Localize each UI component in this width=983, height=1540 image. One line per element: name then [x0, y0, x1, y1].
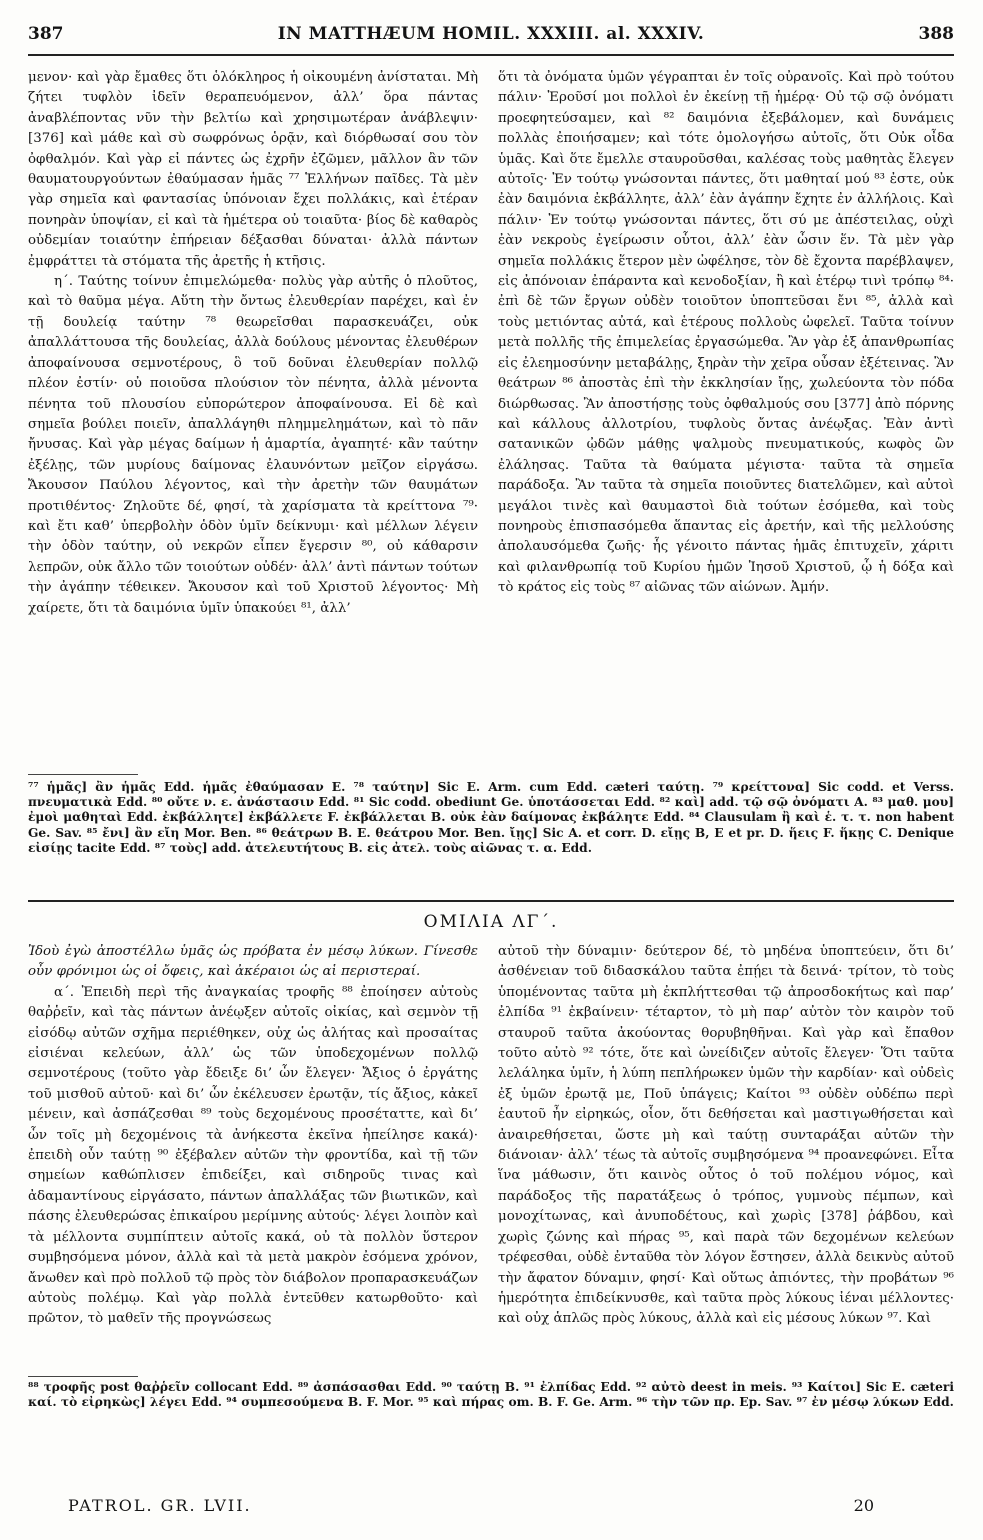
footnote-rule [28, 1376, 138, 1377]
paragraph: ὅτι τὰ ὀνόματα ὑμῶν γέγραπται ἐν τοῖς οὐρανοῖς. Καὶ πρὸ τούτου πάλιν· Ἐροῦσί μοι πολλοὶ ἐν ἐκείνῃ τῇ ἡμέρᾳ· Οὐ τῷ σῷ ὀνόματι προεφητεύσαμεν, καὶ ⁸² δαιμόνια ἐξεβάλομεν, καὶ δυνάμεις πολλὰς ἐποιήσαμεν; καὶ τότε ὁμολογήσω αὐτοῖς, ὅτι Οὐκ οἶδα ὑμᾶς. Καὶ ὅτε ἔμελλε σταυροῦσθαι, καλέσας τοὺς μαθητὰς ἔλεγεν αὐτοῖς· Ἐν τούτῳ γνώσονται πάντες, ὅτι μαθηταί μού ⁸³ ἐστε, οὐκ ἐὰν δαιμόνια ἐκβάλλητε, ἀλλ’ ἐὰν ἀγάπην ἔχητε ἐν ἀλλήλοις. Καὶ πάλιν· Ἐν τούτῳ γνώσονται πάντες, ὅτι σύ με ἀπέστειλας, οὐχὶ ἐὰν νεκροὺς ἐγείρωσιν οὗτοι, ἀλλ’ ἐὰν ὦσιν ἕν. Τὰ μὲν γὰρ σημεῖα πολλάκις ἕτερον μὲν ὠφέλησε, τὸν δὲ ἔχοντα παρέβλαψεν, εἰς ἀπόνοιαν ἐπάραντα καὶ κενοδοξίαν, ἢ καὶ ἑτέρῳ τινὶ τρόπῳ ⁸⁴· ἐπὶ δὲ τῶν ἔργων οὐδὲν τοιοῦτον ὑποπτεῦσαι ἔνι ⁸⁵, ἀλλὰ καὶ τοὺς μετιόντας αὐτά, καὶ ἑτέρους πολλοὺς ὠφελεῖ. Ταῦτα τοίνυν μετὰ πολλῆς τῆς ἐπιμελείας ἐργασώμεθα. Ἂν γὰρ ἐξ ἀπανθρωπίας εἰς ἐλεημοσύνην μεταβάλῃς, ξηρὰν τὴν χεῖρα οὖσαν ἐξέτεινας. Ἂν θεάτρων ⁸⁶ ἀποστὰς ἐπὶ τὴν ἐκκλησίαν ἴῃς, χωλεύοντα τὸν πόδα διώρθωσας. Ἂν ἀποστήσῃς τοὺς ὀφθαλμούς σου [377] ἀπὸ πόρνης καὶ κάλλους ἀλλοτρίου, τυφλοὺς ὄντας ἀνέῳξας. Ἐὰν ἀντὶ σατανικῶν ᾠδῶν μάθῃς ψαλμοὺς πνευματικούς, κωφὸς ὢν ἐλάλησας. Ταῦτα τὰ θαύματα μέγιστα· ταῦτα τὰ σημεῖα παράδοξα. Ἂν ταῦτα τὰ σημεῖα ποιοῦντες διατελῶμεν, καὶ αὐτοὶ μεγάλοι τινὲς καὶ θαυμαστοὶ διὰ τούτων ἐσόμεθα, καὶ τοὺς πονηροὺς ἐπισπασόμεθα ἅπαντας εἰς ἀρετήν, καὶ τῆς μελλούσης ἀπολαυσόμεθα ζωῆς· ἧς γένοιτο πάντας ἡμᾶς ἐπιτυχεῖν, χάριτι καὶ φιλανθρωπίᾳ τοῦ Κυρίου ἡμῶν Ἰησοῦ Χριστοῦ, ᾧ ἡ δόξα καὶ τὸ κράτος εἰς τοὺς ⁸⁷ αἰῶνας τῶν αἰώνων. Ἀμήν. [498, 70, 954, 596]
page-footer [28, 1490, 954, 1520]
paragraph: η΄. Ταύτης τοίνυν ἐπιμελώμεθα· πολὺς γὰρ αὐτῆς ὁ πλοῦτος, καὶ τὸ θαῦμα μέγα. Αὕτη τὴν ὄντως ἐλευθερίαν παρέχει, καὶ ἐν τῇ δουλείᾳ ταύτην ⁷⁸ θεωρεῖσθαι παρασκευάζει, οὐκ ἀπαλλάττουσα τῆς δουλείας, ἀλλὰ δούλους μένοντας ἐλευθέρων ἀποφαίνουσα σεμνοτέρους, ὃ τοῦ δοῦναι ἐλευθερίαν πολλῷ πλέον ἐστίν· οὐ ποιοῦσα πλούσιον τὸν πένητα, ἀλλὰ μένοντα πένητα τοῦ πλουσίου εὐπορώτερον ἀποφαίνουσα. Εἰ δὲ καὶ σημεῖα βούλει ποιεῖν, ἀπαλλάγηθι πλημμελημάτων, καὶ τὸ πᾶν ἤνυσας. Καὶ γὰρ μέγας δαίμων ἡ ἁμαρτία, ἀγαπητέ· κἂν ταύτην ἐξέλῃς, τῶν μυρίους δαίμονας ἐλαυνόντων μεῖζον εἰργάσω. Ἄκουσον Παύλου λέγοντος, καὶ τὴν ἀρετὴν τῶν θαυμάτων προτιθέντος· Ζηλοῦτε δέ, φησί, τὰ χαρίσματα τὰ κρείττονα ⁷⁹· καὶ ἔτι καθ’ ὑπερβολὴν ὁδὸν ὑμῖν δείκνυμι· καὶ μέλλων λέγειν τὴν ὁδὸν ταύτην, οὐ νεκρῶν εἶπεν ἔγερσιν ⁸⁰, οὐ κάθαρσιν λεπρῶν, οὐκ ἄλλο τῶν τοιούτων οὐδέν· ἀλλ’ ἀντὶ πάντων τούτων τὴν ἀγάπην τέθεικεν. Ἄκουσον καὶ τοῦ Χριστοῦ λέγοντος· Μὴ χαίρετε, ὅτι τὰ δαιμόνια ὑμῖν ὑπακούει ⁸¹, ἀλλ’ [28, 274, 478, 616]
page-number-left: 387 [28, 24, 64, 44]
homily-title: ΟΜΙΛΙΑ ΛΓ΄. [423, 912, 559, 932]
running-header [28, 10, 954, 56]
section-one [28, 68, 954, 768]
column-left [28, 942, 478, 1372]
footnotes-text: ⁷⁷ ἡμᾶς] ἂν ἡμᾶς Edd. ἡμᾶς ἐθαύμασαν E. ⁷⁸ ταύτην] Sic E. Arm. cum Edd. cæteri ταύτῃ. ⁷⁹ κρείττονα] Sic codd. et Verss. πνευματικὰ Edd. ⁸⁰ οὔτε ν. ε. ἀνάστασιν Edd. ⁸¹ Sic codd. obediunt Ge. ὑποτάσσεται Edd. ⁸² καὶ] add. τῷ σῷ ὀνόματι A. ⁸³ μαθ. μου] ἐμοὶ μαθηταὶ Edd. ἐκβάλλητε] ἐκβάλλετε F. ἐκβάλλεται B. οὐκ ἐὰν δαίμονας ἐκβάλητε Edd. ⁸⁴ Clausulam ἢ καὶ ἑ. τ. τ. non habent Ge. Sav. ⁸⁵ ἔνι] ἂν εἴη Mor. Ben. ⁸⁶ θεάτρων B. E. θεάτρου Mor. Ben. ἴῃς] Sic A. et corr. D. εἴῃς B, E et pr. D. ἥεις F. ἥκῃς C. Denique εἰσίῃς tacite Edd. ⁸⁷ τοὺς] add. ἀτελευτήτους B. εἰς ἀτελ. τοὺς αἰῶνας τ. α. Edd. [28, 780, 954, 855]
paragraph: μενον· καὶ γὰρ ἔμαθες ὅτι ὁλόκληρος ἡ οἰκουμένη ἀνίσταται. Μὴ ζήτει τυφλὸν ἰδεῖν θεραπευόμενον, ἀλλ’ ὅρα πάντας ἀναβλέποντας νῦν τὴν βελτίω καὶ χρησιμωτέραν ἀνάβλεψιν· [376] καὶ μάθε καὶ σὺ σωφρόνως ὁρᾷν, καὶ διόρθωσαί σου τὸν ὀφθαλμόν. Καὶ γὰρ εἰ πάντες ὡς ἐχρῆν ἐζῶμεν, μᾶλλον ἂν τῶν θαυματουργούντων ἐθαύμασαν ἡμᾶς ⁷⁷ Ἑλλήνων παῖδες. Τὰ μὲν γὰρ σημεῖα καὶ φαντασίας ὑπόνοιαν ἔχει πολλάκις, καὶ ἑτέραν πονηρὰν ὑποψίαν, εἰ καὶ τὰ ἡμέτερα οὐ τοιαῦτα· βίος δὲ καθαρὸς οὐδεμίαν τοιαύτην ἐπήρειαν δέξασθαι δύναται· ἀλλὰ πάντων ἐμφράττει τὰ στόματα τῆς ἀρετῆς ἡ κτῆσις. [28, 70, 478, 269]
document-page [28, 10, 954, 1530]
section-two [28, 942, 954, 1372]
paragraph: αὐτοῦ τὴν δύναμιν· δεύτερον δέ, τὸ μηδένα ὑποπτεύειν, ὅτι δι’ ἀσθένειαν τοῦ διδασκάλου ταῦτα ἐπῄει τὰ δεινά· τρίτον, τὸ τοὺς ὑπομένοντας ταῦτα μὴ ἐκπλήττεσθαι τῷ ἀπροσδοκήτως καὶ παρ’ ἐλπίδα ⁹¹ ἐκβαίνειν· τέταρτον, τὸ μὴ παρ’ αὐτὸν τὸν καιρὸν τοῦ σταυροῦ ταῦτα ἀκούοντας θορυβηθῆναι. Καὶ γὰρ καὶ ἔπαθον τοῦτο αὐτὸ ⁹² τότε, ὅτε καὶ ὠνείδιζεν αὐτοῖς ἔλεγεν· Ὅτι ταῦτα λελάληκα ὑμῖν, ἡ λύπη πεπλήρωκεν ὑμῶν τὴν καρδίαν· καὶ οὐδεὶς ἐξ ὑμῶν ἐρωτᾷ με, Ποῦ ὑπάγεις; Καίτοι ⁹³ οὐδὲν οὐδέπω περὶ ἑαυτοῦ ἦν εἰρηκώς, οἷον, ὅτι δεθήσεται καὶ μαστιγωθήσεται καὶ ἀναιρεθήσεται, ὥστε μὴ καὶ ταύτῃ συνταράξαι αὐτῶν τὴν διάνοιαν· ἀλλ’ τέως τὰ αὐτοῖς συμβησόμενα ⁹⁴ προανεφώνει. Εἶτα ἵνα μάθωσιν, ὅτι καινὸς οὗτος ὁ τοῦ πολέμου νόμος, καὶ παράδοξος τῆς παρατάξεως ὁ τρόπος, γυμνοὺς πέμπων, καὶ μονοχίτωνας, καὶ ἀνυποδέτους, καὶ χωρὶς [378] ῥάβδου, καὶ χωρὶς ζώνης καὶ πήρας ⁹⁵, καὶ παρὰ τῶν δεχομένων κελεύων τρέφεσθαι, οὐδὲ ἐνταῦθα τὸν λόγον ἔστησεν, ἀλλὰ δεικνὺς αὐτοῦ τὴν ἄφατον δύναμιν, φησί· Καὶ οὕτως ἀπιόντες, τὴν προβάτων ⁹⁶ ἡμερότητα ἐπιδείκνυσθε, καὶ ταῦτα πρὸς λύκους ἰέναι μέλλοντες· καὶ οὐχ ἁπλῶς πρὸς λύκους, ἀλλὰ καὶ εἰς μέσους λύκων ⁹⁷. Καὶ [498, 944, 954, 1327]
running-title: IN MATTHÆUM HOMIL. XXXIII. al. XXXIV. [277, 24, 705, 44]
footnotes-text: ⁸⁸ τροφῆς post θαῤῥεῖν collocant Edd. ⁸⁹ ἀσπάσασθαι Edd. ⁹⁰ ταύτῃ B. ⁹¹ ἐλπίδας Edd. ⁹² αὐτὸ deest in meis. ⁹³ Καίτοι] Sic E. cæteri καί. τὸ εἰρηκὼς] λέγει Edd. ⁹⁴ συμπεσούμενα B. F. Mor. ⁹⁵ καὶ πήρας om. B. F. Ge. Arm. ⁹⁶ τὴν τῶν πρ. Ep. Sav. ⁹⁷ ἐν μέσῳ λύκων Edd. [28, 1380, 954, 1410]
footnotes-section-two [28, 1380, 954, 1470]
column-right [498, 68, 954, 768]
footer-series: PATROL. GR. LVII. [68, 1496, 252, 1515]
epigraph: Ἰδοὺ ἐγὼ ἀποστέλλω ὑμᾶς ὡς πρόβατα ἐν μέσῳ λύκων. Γίνεσθε οὖν φρόνιμοι ὡς οἱ ὄφεις, καὶ ἀκέραιοι ὡς αἱ περιστεραί. [28, 944, 478, 980]
footnote-rule [28, 774, 138, 775]
footer-signature: 20 [853, 1496, 874, 1515]
paragraph: α΄. Ἐπειδὴ περὶ τῆς ἀναγκαίας τροφῆς ⁸⁸ ἐποίησεν αὐτοὺς θαῤῥεῖν, καὶ τὰς πάντων ἀνέῳξεν αὐτοῖς οἰκίας, καὶ σεμνὸν τῇ εἰσόδῳ αὐτῶν σχῆμα περιέθηκεν, οὐχ ὡς ἀλήτας καὶ προσαίτας εἰσιέναι κελεύων, ἀλλ’ ὡς τῶν ὑποδεχομένων πολλῷ σεμνοτέρους (τοῦτο γὰρ ἔδειξε δι’ ὧν ἔλεγεν· Ἄξιος ὁ ἐργάτης τοῦ μισθοῦ αὐτοῦ· καὶ δι’ ὧν ἐκέλευσεν ἐρωτᾷν, τίς ἄξιος, κἀκεῖ μένειν, καὶ ἀσπάζεσθαι ⁸⁹ τοὺς δεχομένους προσέταττε, καὶ δι’ ὧν τοῖς μὴ δεχομένοις τὰ ἀνήκεστα ἐκεῖνα ἠπείλησε κακά)· ἐπειδὴ οὖν ταύτῃ ⁹⁰ ἐξέβαλεν αὐτῶν τὴν φροντίδα, καὶ τῇ τῶν σημείων καθώπλισεν ἐπιδείξει, καὶ σιδηροῦς τινας καὶ ἀδαμαντίνους εἰργάσατο, πάντων ἀπαλλάξας τῶν βιωτικῶν, καὶ πάσης ἐλευθερώσας ἐπικαίρου μερίμνης αὐτούς· λέγει λοιπὸν καὶ τὰ μέλλοντα συμπίπτειν αὐτοῖς κακά, οὐ τὰ πολλὸν ὕστερον συμβησόμενα μόνον, ἀλλὰ καὶ τὰ μετὰ μακρὸν ἐσόμενα χρόνον, ἄνωθεν καὶ πρὸ πολλοῦ τῷ πρὸς τὸν διάβολον προπαρασκευάζων αὐτοὺς πολέμῳ. Καὶ γὰρ πολλὰ ἐντεῦθεν κατωρθοῦτο· καὶ πρῶτον, τὸ μαθεῖν τῆς προγνώσεως [28, 984, 478, 1327]
footnotes-section-one [28, 780, 954, 900]
column-left [28, 68, 478, 768]
page-number-right: 388 [918, 24, 954, 44]
section-divider [28, 900, 954, 902]
column-right [498, 942, 954, 1372]
